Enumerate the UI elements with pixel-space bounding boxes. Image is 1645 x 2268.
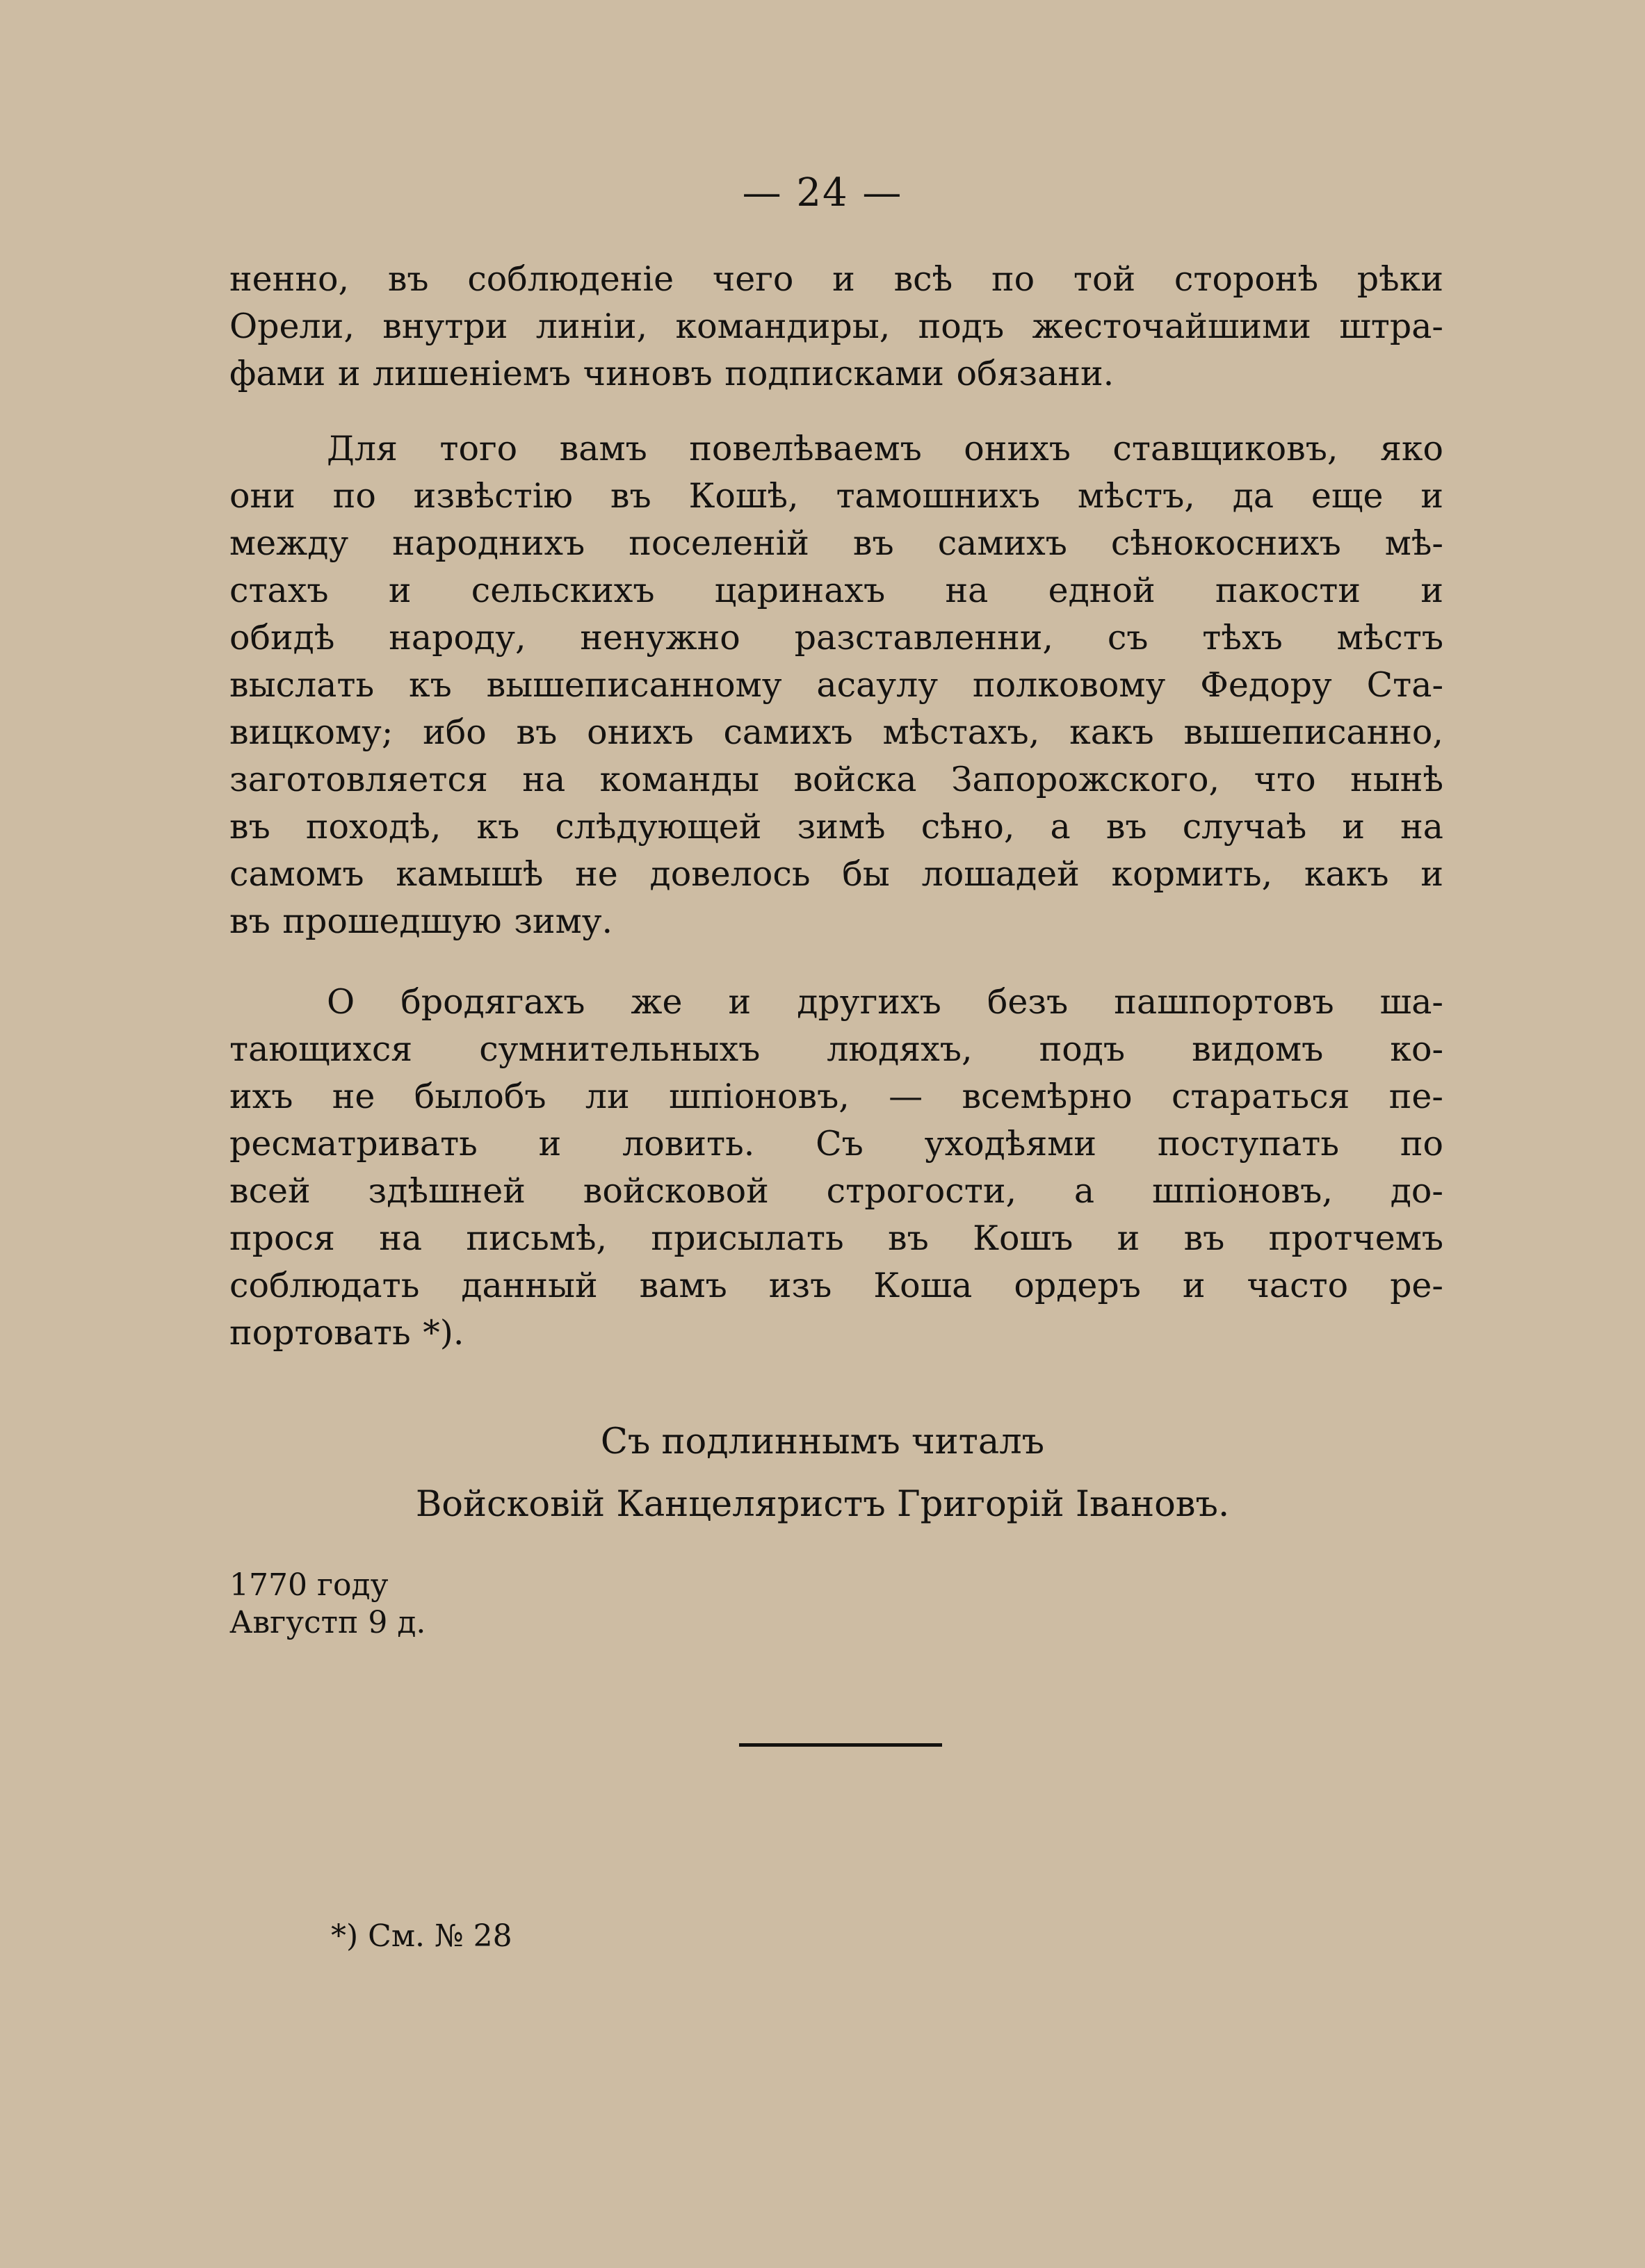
page-number: — 24 — <box>742 170 903 215</box>
text-line: заготовляется на команды войска Запорожского, что нынѣ <box>229 760 1443 799</box>
text-line: стахъ и сельскихъ царинахъ на едной пакости и <box>229 571 1443 610</box>
text-line: въ походѣ, къ слѣдующей зимѣ сѣно, а въ случаѣ и на <box>229 807 1443 847</box>
text-line: О бродягахъ же и другихъ безъ пашпортовъ ша- <box>327 982 1443 1022</box>
text-line: всей здѣшней войсковой строгости, а шпіоновъ, до- <box>229 1171 1443 1211</box>
footnote: *) См. № 28 <box>331 1918 512 1954</box>
section-divider <box>739 1743 942 1747</box>
text-line: ненно, въ соблюденіе чего и всѣ по той сторонѣ рѣки <box>229 259 1443 299</box>
date-block <box>229 1567 426 1642</box>
text-line: самомъ камышѣ не довелось бы лошадей кормить, какъ и <box>229 854 1443 894</box>
paragraph-1 <box>229 256 1443 398</box>
text-line: между народнихъ поселеній въ самихъ сѣнокоснихъ мѣ- <box>229 523 1443 563</box>
text-line: выслать къ вышеписанному асаулу полковому Федору Ста- <box>229 665 1443 705</box>
text-line: прося на письмѣ, присылать въ Кошъ и въ протчемъ <box>229 1218 1443 1258</box>
text-line: тающихся сумнительныхъ людяхъ, подъ видомъ ко- <box>229 1029 1443 1069</box>
text-line: обидѣ народу, ненужно разставленни, съ тѣхъ мѣстъ <box>229 618 1443 658</box>
date-year: 1770 году <box>229 1567 389 1603</box>
text-line: фами и лишеніемъ чиновъ подписками обязани. <box>229 354 1115 393</box>
text-line: вицкому; ибо въ онихъ самихъ мѣстахъ, какъ вышеписанно, <box>229 712 1443 752</box>
text-line: портовать *). <box>229 1313 464 1353</box>
text-line: Орели, внутри линіи, командиры, подъ жесточайшими штра- <box>229 307 1443 346</box>
attestation-line-1: Съ подлиннымъ читалъ <box>600 1421 1045 1462</box>
paragraph-2 <box>229 425 1443 945</box>
date-day: Августп 9 д. <box>229 1605 426 1640</box>
text-line: въ прошедшую зиму. <box>229 902 613 941</box>
text-line: Для того вамъ повелѣваемъ онихъ ставщиковъ, яко <box>327 429 1443 468</box>
attestation-signature: Войсковій Канцеляристъ Григорій Івановъ. <box>415 1484 1230 1525</box>
text-line: они по извѣстію въ Кошѣ, тамошнихъ мѣстъ, да еще и <box>229 476 1443 516</box>
paragraph-3 <box>229 979 1443 1357</box>
text-line: ихъ не былобъ ли шпіоновъ, — всемѣрно стараться пе- <box>229 1077 1443 1116</box>
text-line: ресматривать и ловить. Съ уходѣями поступать по <box>229 1124 1443 1164</box>
text-line: соблюдать данный вамъ изъ Коша ордеръ и часто ре- <box>229 1266 1443 1305</box>
